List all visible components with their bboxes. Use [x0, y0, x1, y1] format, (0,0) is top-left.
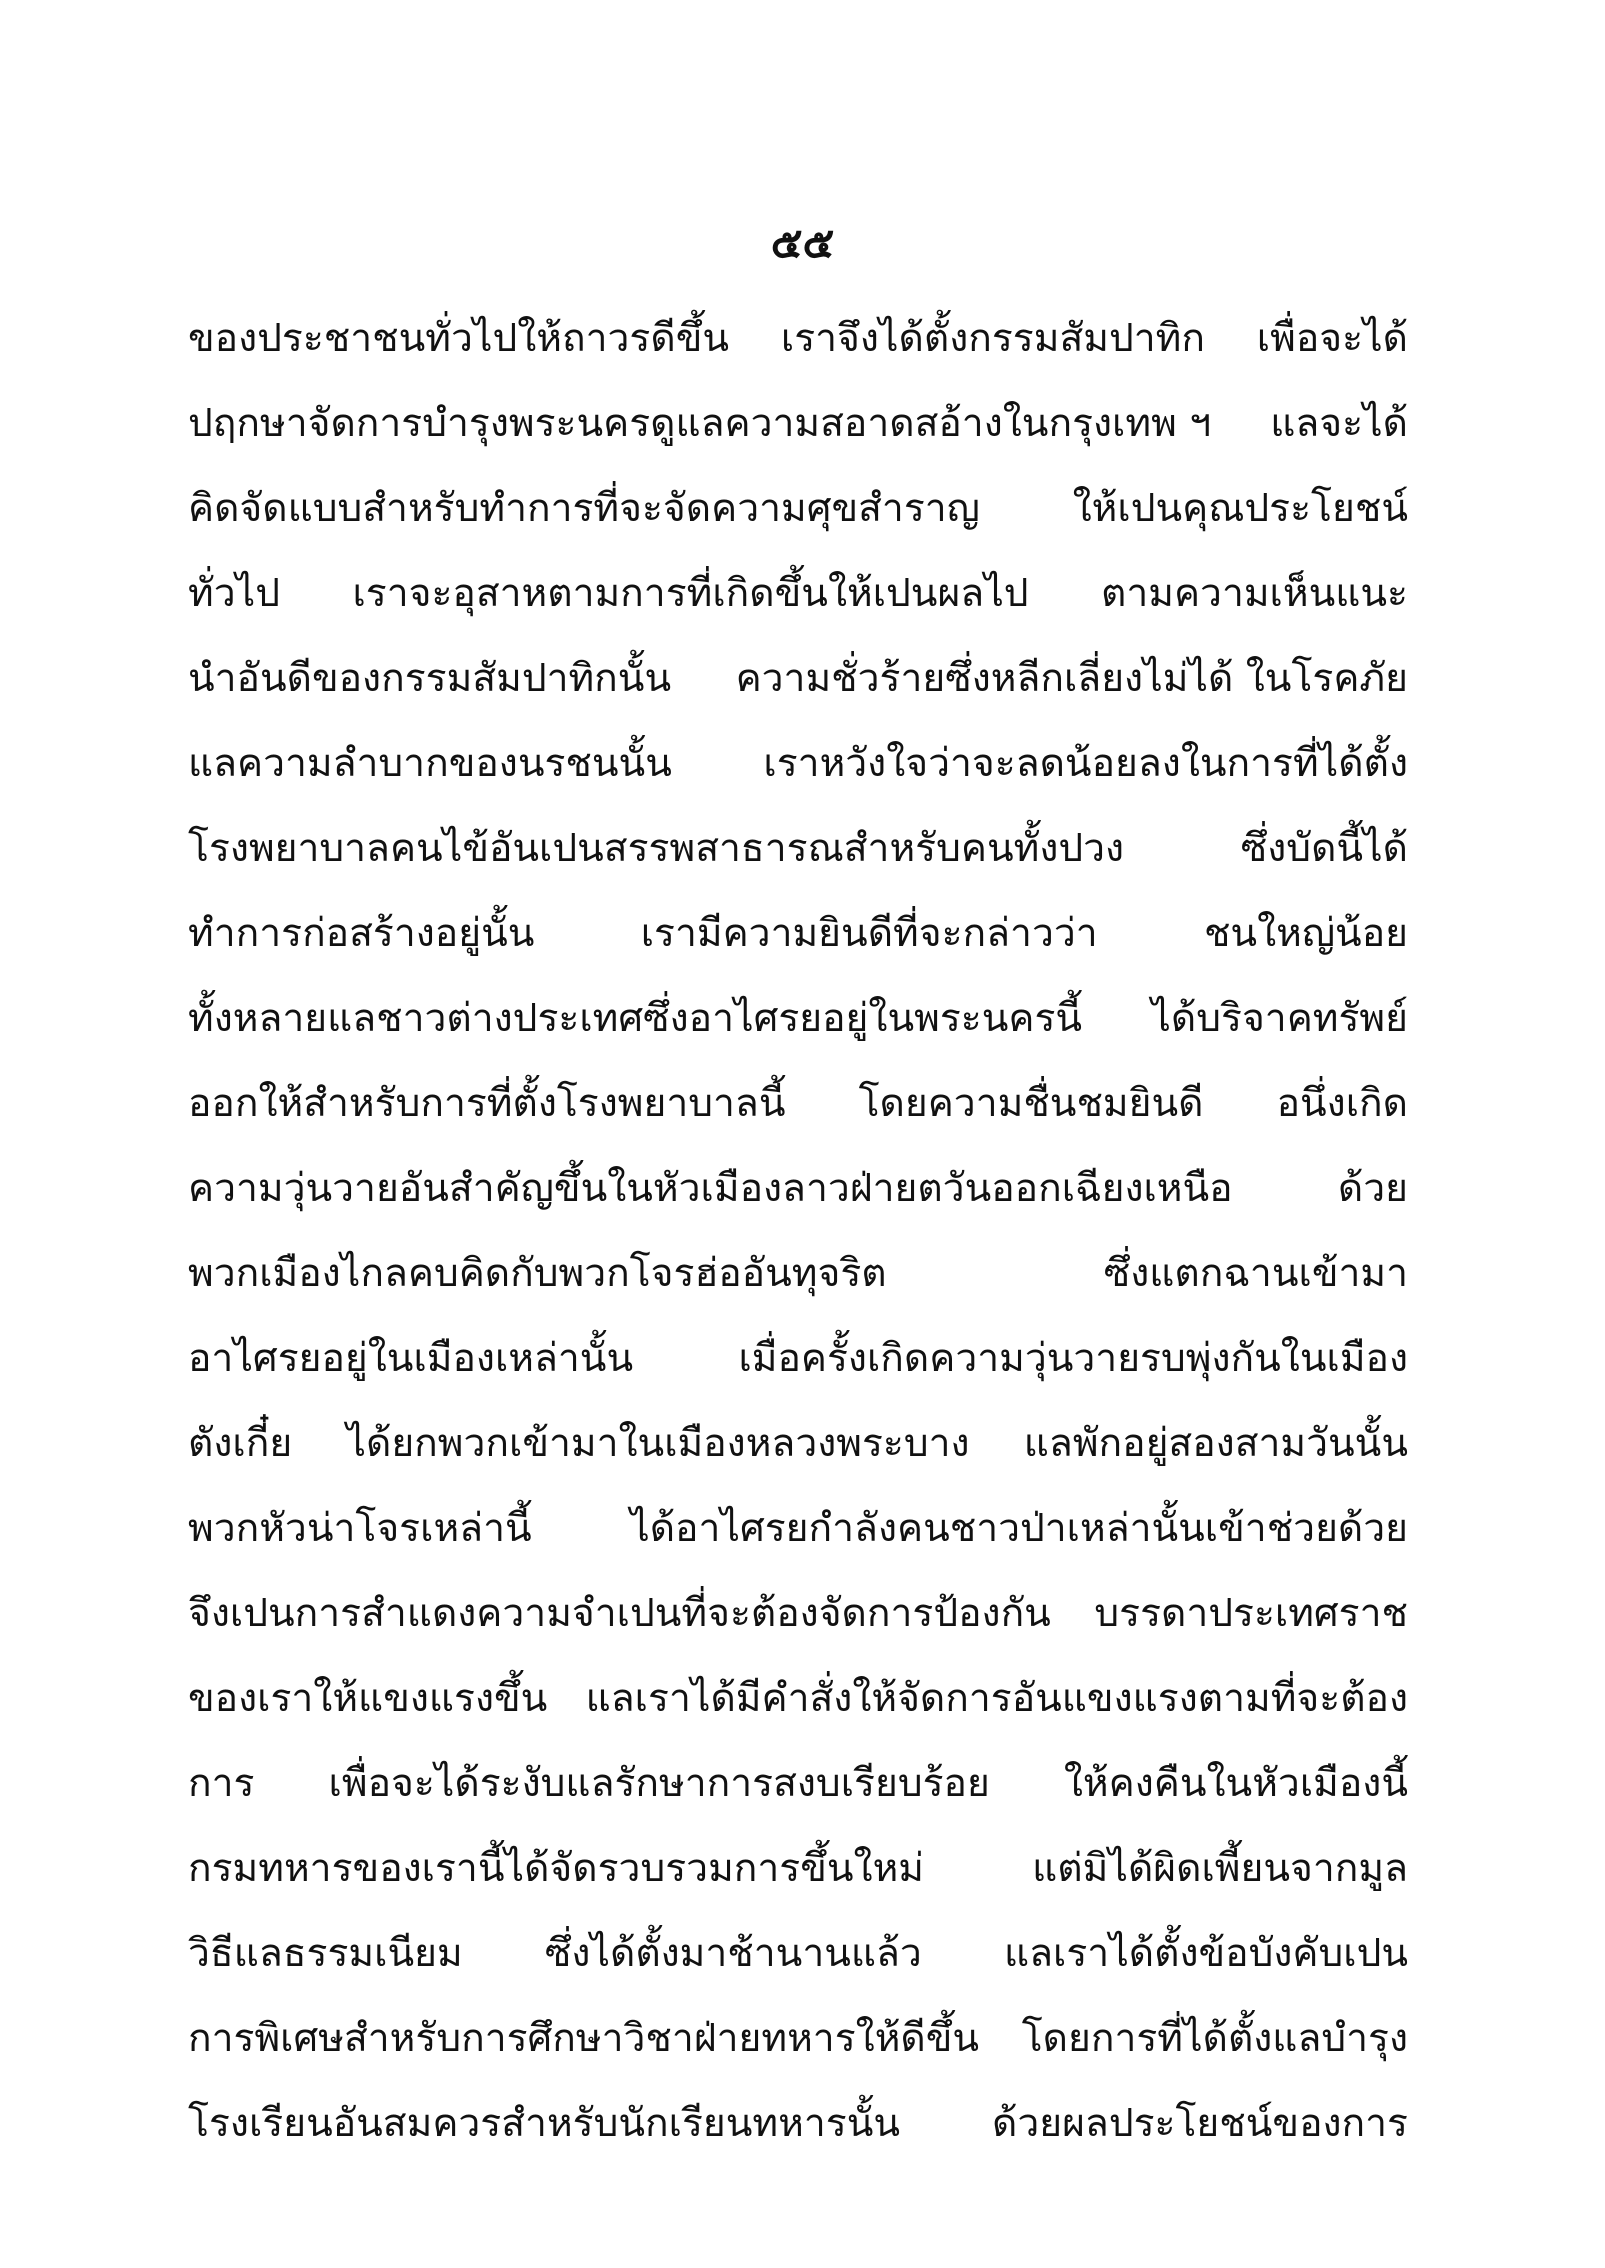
- text-segment: การพิเศษสำหรับการศึกษาวิชาฝ่ายทหารให้ดีขึ้น: [188, 2015, 980, 2061]
- text-segment: โดยการที่ได้ตั้งแลบำรุง: [1021, 2015, 1408, 2061]
- text-segment: เพื่อจะได้ระงับแลรักษาการสงบเรียบร้อย: [328, 1760, 990, 1806]
- text-segment: ซึ่งได้ตั้งมาช้านานแล้ว: [544, 1930, 922, 1976]
- text-line: [188, 806, 1408, 891]
- text-segment: เราจึงได้ตั้งกรรมสัมปาทิก: [780, 315, 1205, 361]
- text-segment: เรามีความยินดีที่จะกล่าวว่า: [640, 910, 1098, 956]
- text-line: [188, 1996, 1408, 2081]
- text-segment: แลเราได้ตั้งข้อบังคับเปน: [1003, 1930, 1408, 1976]
- text-segment: ด้วยผลประโยชน์ของการ: [992, 2100, 1408, 2146]
- text-segment: บรรดาประเทศราช: [1094, 1590, 1408, 1636]
- text-line: [188, 1741, 1408, 1826]
- text-line: [188, 1146, 1408, 1231]
- text-segment: เมื่อครั้งเกิดความวุ่นวายรบพุ่งกันในเมือง: [738, 1335, 1408, 1381]
- text-segment: ได้ยกพวกเข้ามาในเมืองหลวงพระบาง: [346, 1420, 970, 1466]
- text-segment: ด้วย: [1337, 1165, 1408, 1211]
- text-segment: วิธีแลธรรมเนียม: [188, 1930, 463, 1976]
- text-segment: แลเราได้มีคำสั่งให้จัดการอันแขงแรงตามที่จะต้อง: [585, 1675, 1408, 1721]
- text-line: [188, 1911, 1408, 1996]
- text-line: [188, 1571, 1408, 1656]
- text-segment: ตังเกี๋ย: [188, 1420, 293, 1466]
- text-line: [188, 636, 1408, 721]
- text-line: [188, 1401, 1408, 1486]
- text-segment: ทำการก่อสร้างอยู่นั้น: [188, 910, 535, 956]
- text-line: [188, 466, 1408, 551]
- text-line: [188, 551, 1408, 636]
- text-segment: โรงพยาบาลคนไข้อันเปนสรรพสาธารณสำหรับคนทั้งปวง: [188, 825, 1125, 871]
- text-segment: ซึ่งแตกฉานเข้ามา: [1103, 1250, 1408, 1296]
- page-number: ๕๕: [770, 218, 835, 267]
- text-segment: แลพักอยู่สองสามวันนั้น: [1023, 1420, 1408, 1466]
- text-segment: พวกหัวน่าโจรเหล่านี้: [188, 1505, 532, 1551]
- body-text: [188, 296, 1408, 2166]
- text-line: [188, 2081, 1408, 2166]
- text-segment: ทั้งหลายแลชาวต่างประเทศซึ่งอาไศรยอยู่ในพระนครนี้: [188, 995, 1083, 1041]
- text-segment: ซึ่งบัดนี้ได้: [1240, 825, 1408, 871]
- text-segment: ให้เปนคุณประโยชน์: [1072, 485, 1408, 531]
- text-line: [188, 1656, 1408, 1741]
- text-segment: เราหวังใจว่าจะลดน้อยลงในการที่ได้ตั้ง: [763, 740, 1408, 786]
- text-segment: ได้บริจาคทรัพย์: [1151, 995, 1408, 1041]
- text-segment: ทั่วไป: [188, 570, 280, 616]
- text-line: [188, 381, 1408, 466]
- text-segment: ปฤกษาจัดการบำรุงพระนครดูแลความสอาดสอ้างในกรุงเทพ ฯ: [188, 400, 1212, 446]
- text-segment: คิดจัดแบบสำหรับทำการที่จะจัดความศุขสำราญ: [188, 485, 980, 531]
- text-segment: โรงเรียนอันสมควรสำหรับนักเรียนทหารนั้น: [188, 2100, 901, 2146]
- text-segment: เราจะอุสาหตามการที่เกิดขึ้นให้เปนผลไป: [352, 570, 1029, 616]
- text-segment: จึงเปนการสำแดงความจำเปนที่จะต้องจัดการป้องกัน: [188, 1590, 1051, 1636]
- text-segment: พวกเมืองไกลคบคิดกับพวกโจรฮ่ออันทุจริต: [188, 1250, 887, 1296]
- text-segment: ความชั่วร้ายซึ่งหลีกเลี่ยงไม่ได้ ในโรคภัย: [735, 655, 1408, 701]
- text-line: [188, 721, 1408, 806]
- text-segment: ให้คงคืนในหัวเมืองนี้: [1063, 1760, 1408, 1806]
- text-segment: ของเราให้แขงแรงขึ้น: [188, 1675, 548, 1721]
- text-segment: กรมทหารของเรานี้ได้จัดรวบรวมการขึ้นใหม่: [188, 1845, 925, 1891]
- text-segment: ออกให้สำหรับการที่ตั้งโรงพยาบาลนี้: [188, 1080, 786, 1126]
- text-segment: โดยความชื่นชมยินดี: [858, 1080, 1204, 1126]
- text-segment: แต่มิได้ผิดเพี้ยนจากมูล: [1032, 1845, 1408, 1891]
- text-segment: ชนใหญ่น้อย: [1203, 910, 1408, 956]
- text-segment: ความวุ่นวายอันสำคัญขึ้นในหัวเมืองลาวฝ่ายตวันออกเฉียงเหนือ: [188, 1165, 1233, 1211]
- text-segment: อนึ่งเกิด: [1276, 1080, 1408, 1126]
- text-line: [188, 1826, 1408, 1911]
- text-segment: แลจะได้: [1270, 400, 1408, 446]
- text-segment: นำอันดีของกรรมสัมปาทิกนั้น: [188, 655, 672, 701]
- text-segment: ได้อาไศรยกำลังคนชาวป่าเหล่านั้นเข้าช่วยด้วย: [630, 1505, 1408, 1551]
- text-line: [188, 976, 1408, 1061]
- text-segment: การ: [188, 1760, 255, 1806]
- text-segment: อาไศรยอยู่ในเมืองเหล่านั้น: [188, 1335, 634, 1381]
- text-line: [188, 296, 1408, 381]
- text-line: [188, 1486, 1408, 1571]
- text-segment: แลความลำบากของนรชนนั้น: [188, 740, 672, 786]
- text-segment: ของประชาชนทั่วไปให้ถาวรดีขึ้น: [188, 315, 730, 361]
- text-line: [188, 1316, 1408, 1401]
- text-line: [188, 1231, 1408, 1316]
- text-line: [188, 891, 1408, 976]
- text-segment: ตามความเห็นแนะ: [1101, 570, 1408, 616]
- text-line: [188, 1061, 1408, 1146]
- text-segment: เพื่อจะได้: [1256, 315, 1408, 361]
